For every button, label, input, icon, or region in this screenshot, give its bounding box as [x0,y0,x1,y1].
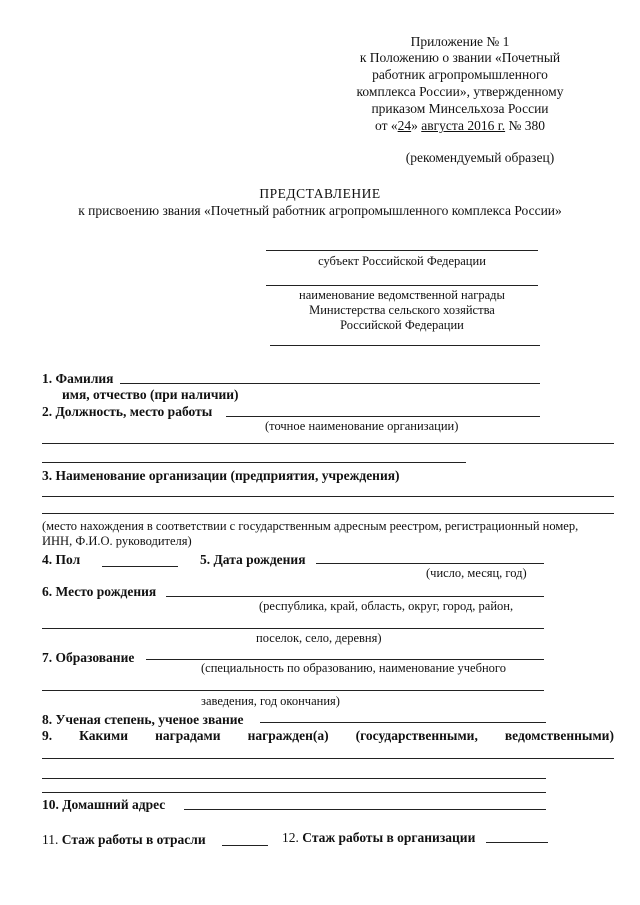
field6-label: 6. Место рождения [42,584,157,599]
field2-line-2[interactable] [42,443,614,444]
field10-label: 10. Домашний адрес [42,797,166,812]
award-caption-line3: Российской Федерации [340,318,464,332]
field2-line-3[interactable] [42,462,466,463]
field5-hint: (число, месяц, год) [426,566,527,580]
field9-line-2[interactable] [42,778,546,779]
field3-line-1[interactable] [42,496,614,497]
field7-hint-1: (специальность по образованию, наименование учебного [201,661,506,675]
field1-continuation: имя, отчество (при наличии) [62,387,239,402]
field9-label: 9. Какими наградами награжден(а) (государственными, ведомственными) [42,728,614,743]
field5-birthdate-line[interactable] [316,563,544,564]
header-title-line: работник агропромышленного [372,67,548,82]
field12-label: 12. Стаж работы в организации [282,830,476,845]
field7-label: 7. Образование [42,650,135,665]
field7-hint-2: заведения, год окончания) [201,694,340,708]
field12-line[interactable] [486,842,548,843]
field4-gender-line[interactable] [102,566,178,567]
field1-surname-line[interactable] [120,383,540,384]
field6-hint-1: (республика, край, область, округ, город, район, [259,599,514,613]
header-date-month: августа 2016 г. [421,118,506,133]
header-regulation-line: к Положению о звании «Почетный [359,50,561,65]
header-date-line: от «24» августа 2016 г. № 380 [375,118,545,133]
field6-hint-2: поселок, село, деревня) [256,631,382,645]
award-line[interactable] [266,285,538,286]
field7-line-2[interactable] [42,690,544,691]
subject-caption: субъект Российской Федерации [318,254,486,268]
field3-hint-line2: ИНН, Ф.И.О. руководителя) [42,534,192,548]
subject-line[interactable] [266,250,538,251]
field10-address-line[interactable] [184,809,546,810]
field3-hint-line1: (место нахождения в соответствии с государственным адресным реестром, регистрационный номер, [42,519,579,533]
field2-line[interactable] [226,416,540,417]
header-order-line: приказом Минсельхоза России [371,101,549,116]
field8-label: 8. Ученая степень, ученое звание [42,712,244,727]
field6-line-1[interactable] [166,596,544,597]
document-title: ПРЕДСТАВЛЕНИЕ [259,186,381,201]
header-approval-line: комплекса России», утвержденному [356,84,564,99]
award-caption-line2: Министерства сельского хозяйства [309,303,495,317]
field2-hint: (точное наименование организации) [265,419,459,433]
field2-label: 2. Должность, место работы [42,404,213,419]
award-caption-line1: наименование ведомственной награды [299,288,505,302]
field3-label: 3. Наименование организации (предприятия, учреждения) [42,468,400,483]
header-date-day: 24 [397,118,412,133]
field1-label: 1. Фамилия [42,371,114,386]
field3-line-2[interactable] [42,513,614,514]
field8-line[interactable] [260,722,546,723]
field11-line[interactable] [222,845,268,846]
field11-label: 11. Стаж работы в отрасли [42,832,206,847]
field4-label: 4. Пол [42,552,81,567]
field10-line-above[interactable] [42,792,546,793]
document-subtitle: к присвоению звания «Почетный работник агропромышленного комплекса России» [78,203,562,218]
field5-label: 5. Дата рождения [200,552,306,567]
award-extra-line[interactable] [270,345,540,346]
header-appendix-number: Приложение № 1 [410,34,510,49]
field9-line-1[interactable] [42,758,614,759]
sample-note: (рекомендуемый образец) [405,150,555,165]
field6-line-2[interactable] [42,628,544,629]
